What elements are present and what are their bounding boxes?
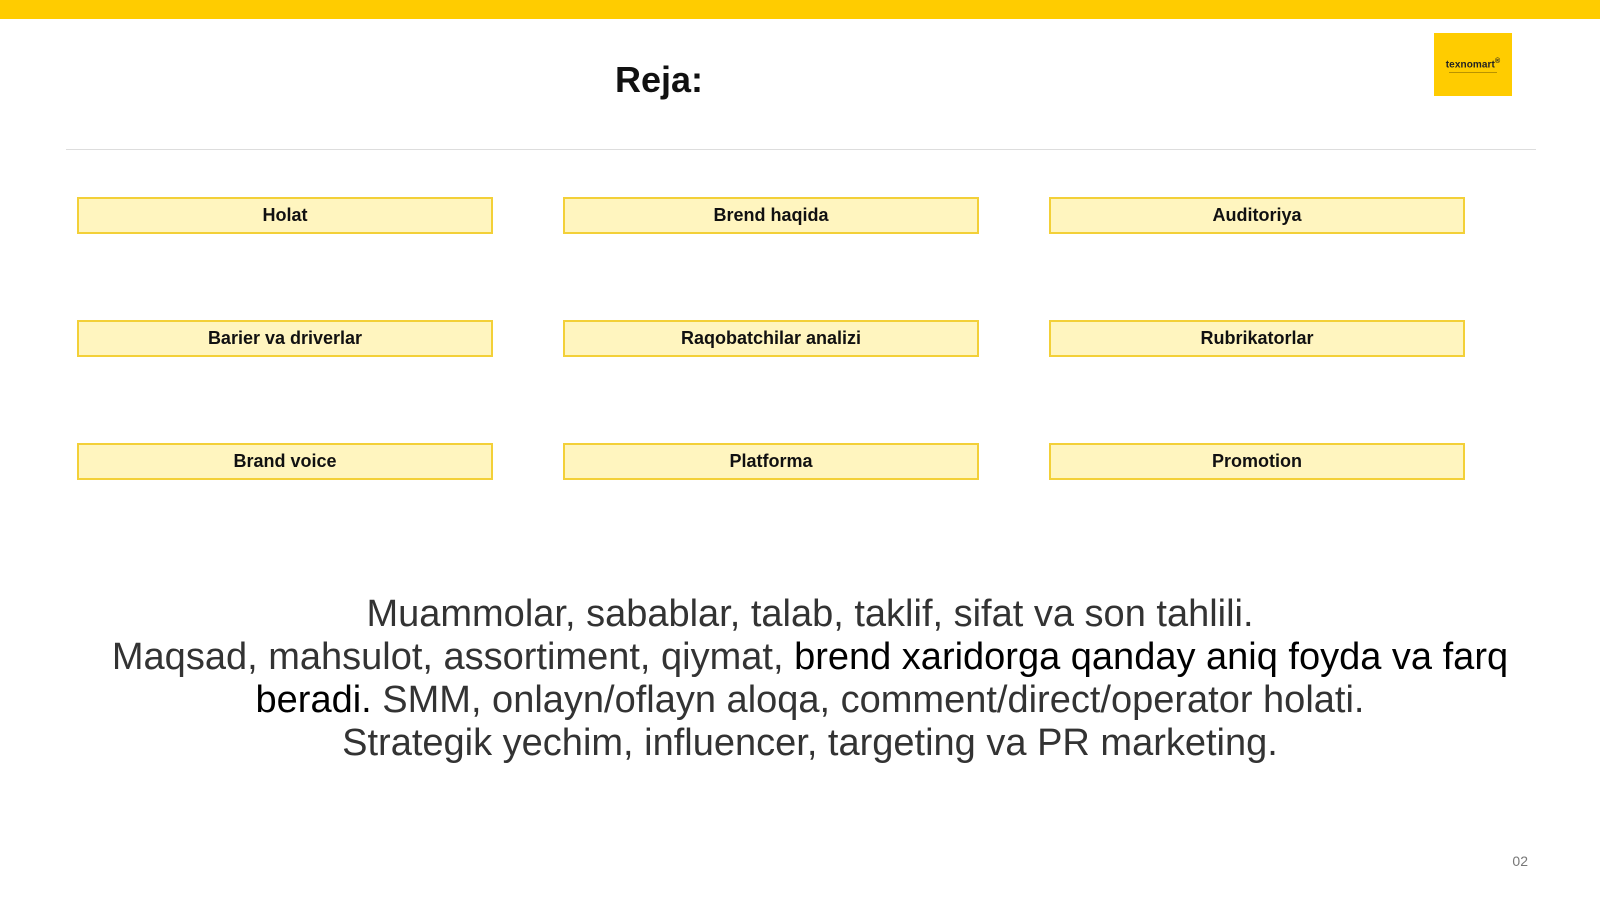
plan-grid	[77, 197, 1465, 480]
summary-line-2b-emphasis: brend xaridorga qanday aniq foyda va farq beradi.	[255, 636, 1509, 721]
plan-item-barier-va-driverlar: Barier va driverlar	[77, 320, 493, 357]
summary-line-1: Muammolar, sabablar, talab, taklif, sifat va son tahlili.	[366, 593, 1254, 635]
logo-tagline-line	[1449, 72, 1497, 73]
plan-item-raqobatchilar-analizi: Raqobatchilar analizi	[563, 320, 979, 357]
summary-line-3: Strategik yechim, influencer, targeting va PR marketing.	[342, 722, 1278, 764]
summary-text	[80, 593, 1540, 765]
plan-item-platforma: Platforma	[563, 443, 979, 480]
header-divider	[66, 149, 1536, 150]
page-number: 02	[1512, 853, 1528, 869]
logo-wordmark: texnomart®	[1445, 57, 1501, 71]
plan-item-promotion: Promotion	[1049, 443, 1465, 480]
plan-item-brand-voice: Brand voice	[77, 443, 493, 480]
brand-logo	[1434, 33, 1512, 96]
plan-item-rubrikatorlar: Rubrikatorlar	[1049, 320, 1465, 357]
plan-item-holat: Holat	[77, 197, 493, 234]
plan-item-brend-haqida: Brend haqida	[563, 197, 979, 234]
page-title: Reja:	[615, 59, 704, 100]
summary-line-2c: SMM, onlayn/oflayn aloqa, comment/direct/operator holati.	[371, 679, 1365, 721]
plan-item-auditoriya: Auditoriya	[1049, 197, 1465, 234]
top-accent-bar	[0, 0, 1600, 19]
summary-line-2a: Maqsad, mahsulot, assortiment, qiymat,	[111, 636, 795, 678]
